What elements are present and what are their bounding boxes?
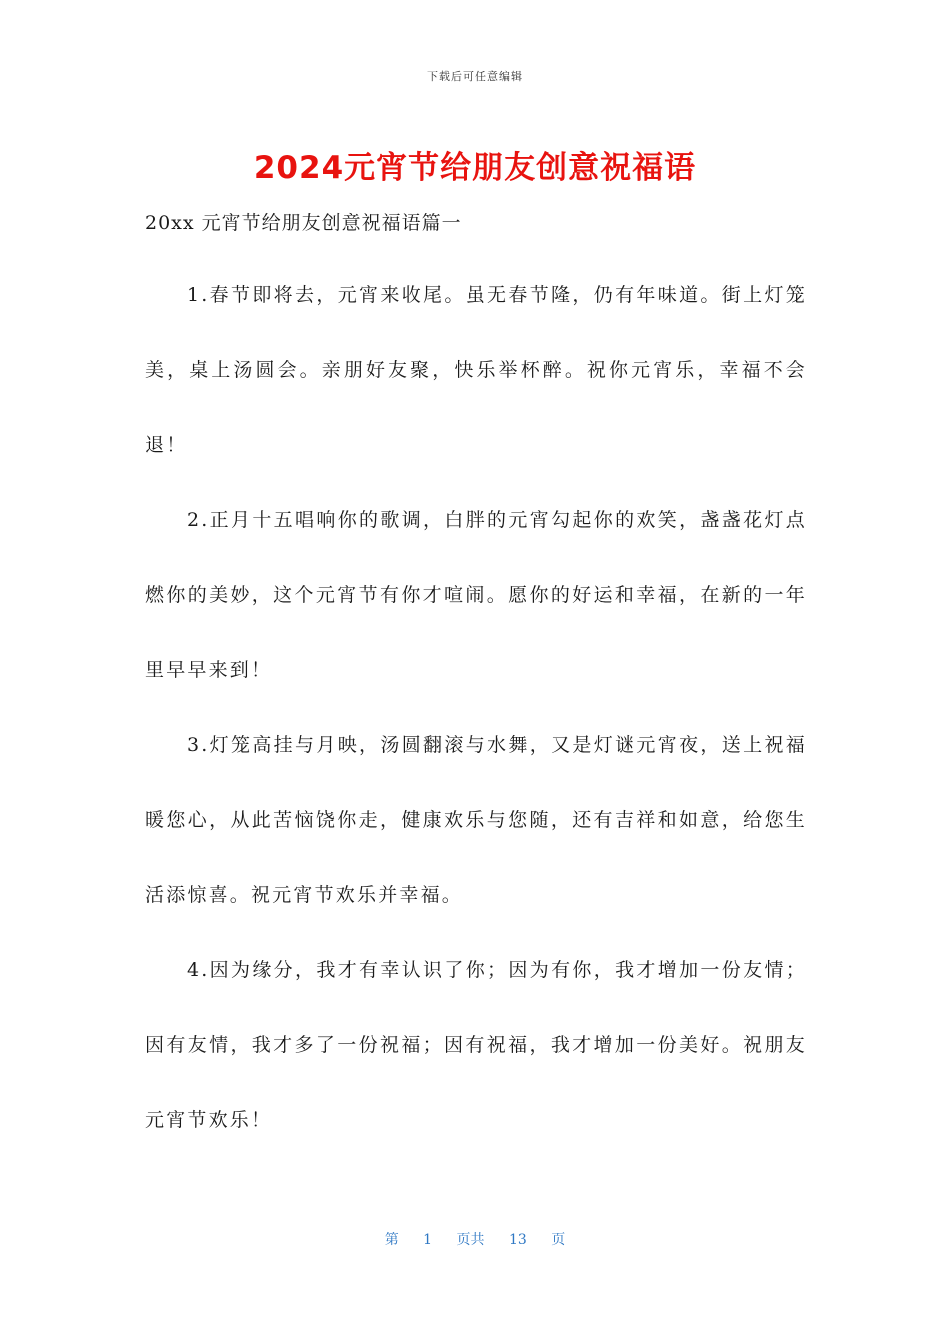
paragraph-3: 3.灯笼高挂与月映，汤圆翻滚与水舞，又是灯谜元宵夜，送上祝福暖您心，从此苦恼饶你走，健康欢乐与您随，还有吉祥和如意，给您生活添惊喜。祝元宵节欢乐并幸福。 — [145, 734, 807, 906]
footer-current-page: 1 — [423, 1232, 433, 1248]
paragraph-1: 1.春节即将去，元宵来收尾。虽无春节隆，仍有年味道。街上灯笼美，桌上汤圆会。亲朋好友聚，快乐举杯醉。祝你元宵乐，幸福不会退！ — [145, 284, 807, 456]
document-title: 2024元宵节给朋友创意祝福语 — [253, 150, 697, 186]
footer-suffix: 页 — [551, 1232, 566, 1248]
footer-middle: 页共 — [456, 1232, 485, 1248]
page-footer — [0, 1229, 950, 1249]
paragraph-2: 2.正月十五唱响你的歌调，白胖的元宵勾起你的欢笑，盏盏花灯点燃你的美妙，这个元宵节有你才喧闹。愿你的好运和幸福，在新的一年里早早来到！ — [145, 509, 807, 681]
document-body — [145, 258, 807, 1158]
header-note: 下载后可任意编辑 — [427, 70, 523, 83]
section-heading: 20xx 元宵节给朋友创意祝福语篇一 — [145, 212, 462, 234]
footer-prefix: 第 — [384, 1232, 399, 1248]
paragraph-4: 4.因为缘分，我才有幸认识了你；因为有你，我才增加一份友情；因有友情，我才多了一份祝福；因有祝福，我才增加一份美好。祝朋友元宵节欢乐！ — [145, 959, 807, 1131]
footer-total-pages: 13 — [509, 1232, 527, 1248]
